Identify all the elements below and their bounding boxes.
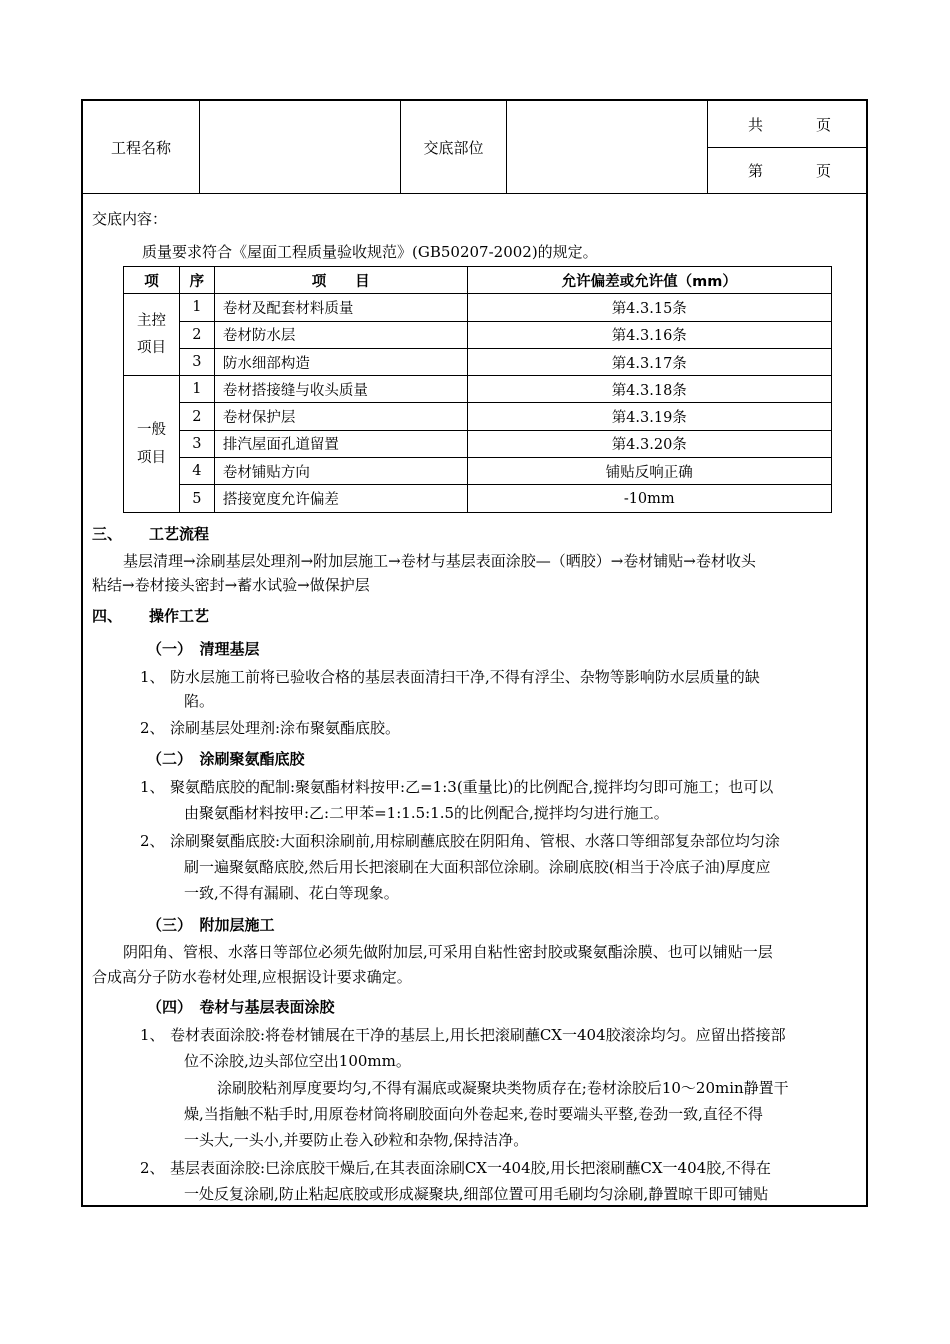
sub1-item2: 涂刷基层处理剂:涂布聚氨酯底胶。 [170,719,401,737]
sub3-title: （三） 附加层施工 [147,916,275,934]
sub2-item1: 聚氨酷底胶的配制:聚氨酯材料按甲:乙=1:3(重量比)的比例配合,搅拌均匀即可施工；也可以 [170,778,774,796]
group-general: 一般 项目 [124,376,180,512]
table-header-row [124,267,832,294]
form-header [83,101,866,194]
sub2-item2: 涂刷聚氨酯底胶:大面积涂刷前,用棕刷蘸底胶在阴阳角、管根、水落口等细部复杂部位均匀涂 [170,832,780,850]
table-row: 主控 项目 1 卷材及配套材料质量 第4.3.15条 [124,294,832,321]
sub4-title: （四） 卷材与基层表面涂胶 [147,998,335,1016]
section3-line2: 粘结→卷材接头密封→蓄水试验→做保护层 [92,576,370,594]
section3-number: 三、 [92,525,123,543]
section3-title: 工艺流程 [149,525,210,543]
location-value [507,101,707,193]
content-label: 交底内容： [92,210,168,228]
sub3-line1: 阴阳角、管根、水落日等部位必须先做附加层,可采用自粘性密封胶或聚氨酯涂膜、也可以铺贴一层 [123,943,773,961]
table-row: 3 防水细部构造 第4.3.17条 [124,348,832,375]
table-row: 2 卷材保护层 第4.3.19条 [124,403,832,430]
group-main-control: 主控 项目 [124,294,180,376]
quality-table [123,266,832,513]
col-header-category: 项 [124,267,180,294]
sub1-title: （一） 清理基层 [147,640,260,658]
sub4-item2: 基层表面涂胶:巳涂底胶干燥后,在其表面涂刷CX一404胶,用长把滚刷蘸CX一404胶,不得在 [170,1159,771,1177]
table-row: 2 卷材防水层 第4.3.16条 [124,321,832,348]
table-row: 4 卷材铺贴方向 铺贴反响正确 [124,458,832,485]
section4-title: 操作工艺 [149,607,210,625]
col-header-tolerance: 允许偏差或允许值（mm） [467,267,832,294]
sub2-title: （二） 涂刷聚氨酯底胶 [147,750,305,768]
page-number: 第 页 [748,161,832,180]
sub3-line2: 合成高分子防水卷材处理,应根据设计要求确定。 [92,968,412,986]
table-row: 5 搭接宽度允许偏差 -10mm [124,485,832,512]
table-row: 一般 项目 1 卷材搭接缝与收头质量 第4.3.18条 [124,376,832,403]
disclosure-form: 工程名称 交底部位 共 页 第 页 交底内容： 质量要求符合《屋面工程质量验收规范》(GB50207-2002)的规定。 项 序 项 目 允许偏差或允许值（mm） 主控 项目 1 卷材及配套材料质量 第4.3.15条 2 卷材防水层 第4.3.16条 3 防水细部构造 第4.3.17条 一般 项目 1 卷材搭接缝与收头质量 第4.3.18条 2 卷材保护层 第4.3.19条 3 排汽屋面孔道留置 第4.3.20条 4 卷材铺贴方向 铺贴反响正确 5 搭接宽度允许偏差 -10mm 三、 工艺流程 基层清理→涂刷基层处理剂→附加层施工→卷材与基层表面涂胶—（晒胶）→卷材铺贴→卷材收头 粘结→卷材接头密封→蓄水试验→做保护层 四、 操作工艺 （一） 清理基层 1、 防水层施工前将已验收合格的基层表面清扫干净,不得有浮尘、杂物等影响防水层质量的缺 陷。 2、 涂刷基层处理剂:涂布聚氨酯底胶。 （二） 涂刷聚氨酯底胶 1、 聚氨酷底胶的配制:聚氨酯材料按甲:乙=1:3(重量比)的比例配合,搅拌均匀即可施工；也可以 由聚氨酯材料按甲:乙:二甲苯=1:1.5:1.5的比例配合,搅拌均匀进行施工。 2、 涂刷聚氨酯底胶:大面积涂刷前,用棕刷蘸底胶在阴阳角、管根、水落口等细部复杂部位均匀涂 刷一遍聚氨酪底胶,然后用长把滚刷在大面积部位涂刷。涂刷底胶(相当于冷底子油)厚度应 一致,不得有漏刷、花白等现象。 （三） 附加层施工 阴阳角、管根、水落日等部位必须先做附加层,可采用自粘性密封胶或聚氨酯涂膜、也可以铺贴一层 合成高分子防水卷材处理,应根据设计要求确定。 （四） 卷材与基层表面涂胶 1、 卷材表面涂胶:将卷材铺展在干净的基层上,用长把滚刷蘸CX一404胶滚涂均匀。应留出搭接部 位不涂胶,边头部位空出100mm。 涂刷胶粘剂厚度要均匀,不得有漏底或凝聚块类物质存在;卷材涂胶后10～20min静置干 燥,当指触不粘手时,用原卷材筒将刷胶面向外卷起来,卷时要端头平整,卷劲一致,直径不得 一头大,一头小,并要防止卷入砂粒和杂物,保持洁净。 2、 基层表面涂胶:巳涂底胶干燥后,在其表面涂刷CX一404胶,用长把滚刷蘸CX一404胶,不得在 一处反复涂刷,防止粘起底胶或形成凝聚块,细部位置可用毛刷均匀涂刷,静置晾干即可铺贴 [81,99,868,1207]
project-name-label: 工程名称 [110,138,171,157]
col-header-no: 序 [179,267,214,294]
sub1-item1: 防水层施工前将已验收合格的基层表面清扫干净,不得有浮尘、杂物等影响防水层质量的缺 [170,668,760,686]
col-header-item: 项 目 [214,267,467,294]
sub4-item1: 卷材表面涂胶:将卷材铺展在干净的基层上,用长把滚刷蘸CX一404胶滚涂均匀。应留出搭接部 [170,1026,786,1044]
quality-requirement: 质量要求符合《屋面工程质量验收规范》(GB50207-2002)的规定。 [142,243,598,261]
location-label: 交底部位 [423,138,484,157]
table-row: 3 排汽屋面孔道留置 第4.3.20条 [124,430,832,457]
section3-line1: 基层清理→涂刷基层处理剂→附加层施工→卷材与基层表面涂胶—（晒胶）→卷材铺贴→卷材收头 [123,552,756,570]
section4-number: 四、 [92,607,123,625]
total-pages: 共 页 [748,115,832,134]
project-name-value [200,101,400,193]
